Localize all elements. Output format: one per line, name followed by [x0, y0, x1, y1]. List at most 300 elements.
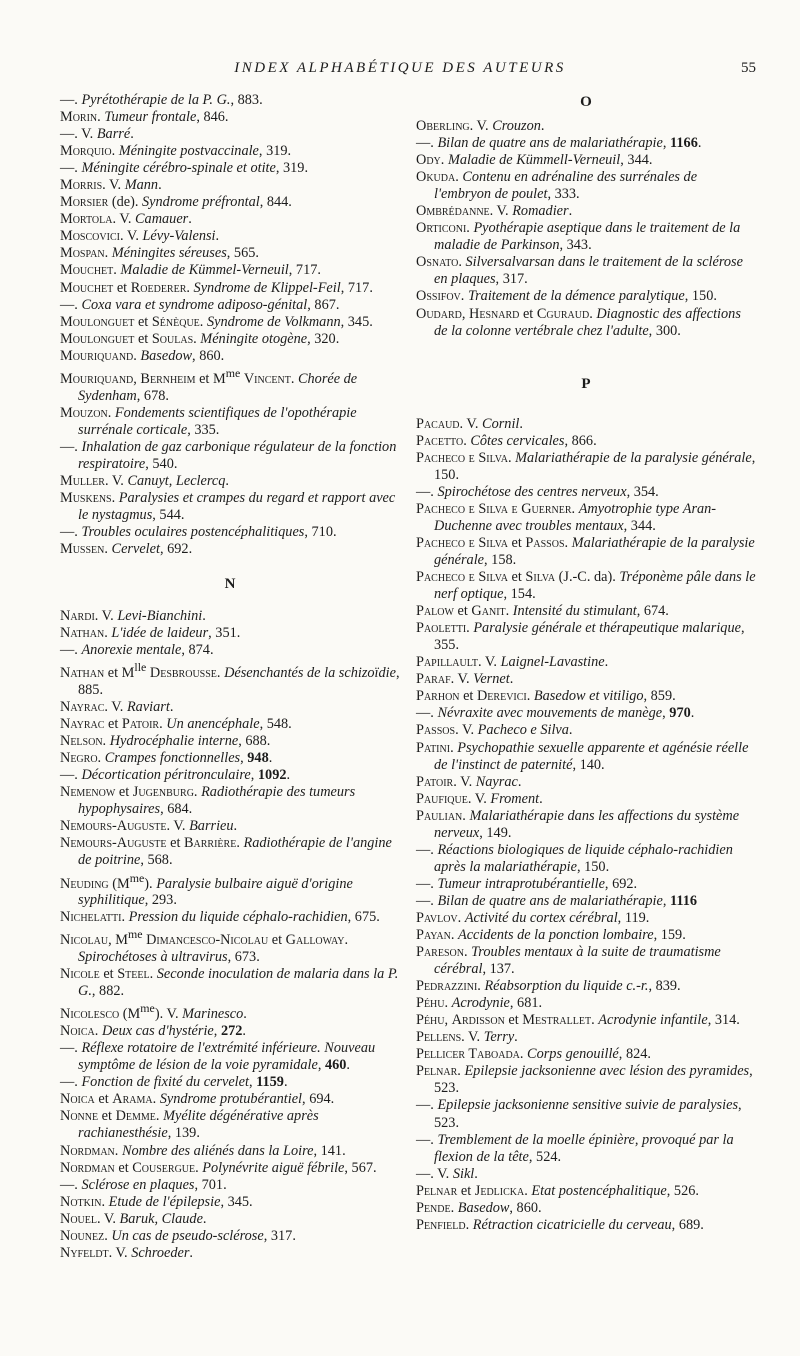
entry-text: me	[129, 870, 145, 885]
entry-text: .	[589, 305, 597, 322]
article-title: Radiothérapie de l'angine de poitrine	[78, 835, 392, 869]
author-name: Mouzon	[60, 404, 108, 421]
author-name: Morris	[60, 177, 103, 194]
article-title: Pyrétothérapie de la P. G.	[81, 92, 231, 108]
entry-text: . V.	[102, 177, 125, 194]
entry-text: . V.	[455, 722, 478, 739]
index-entry	[416, 1217, 756, 1234]
entry-text: .	[242, 1023, 246, 1040]
author-name: Penfield	[416, 1216, 466, 1233]
entry-text: .	[155, 1108, 164, 1125]
author-name: Desbrousse	[149, 664, 217, 681]
article-title: Radiothérapie des tumeurs hypophysaires	[78, 784, 356, 818]
author-name: Patoir	[121, 716, 160, 733]
entry-text: .	[215, 228, 220, 245]
author-name: Nicolau	[60, 932, 109, 949]
author-name: Payan	[416, 927, 451, 944]
entry-text: et	[94, 1091, 113, 1108]
entry-text: . V.	[166, 818, 190, 835]
article-title: Spirochétoses à ultravirus	[78, 949, 228, 966]
index-entry	[60, 767, 400, 784]
article-title: Barrieu	[189, 818, 234, 835]
entry-text: , 333.	[547, 186, 580, 203]
author-name: Dimancesco-Nicolau	[146, 932, 269, 949]
index-entry	[416, 876, 756, 893]
entry-text: .	[539, 790, 543, 807]
page-ref-bold: 970	[669, 705, 691, 722]
author-name: Nordman	[60, 1159, 115, 1176]
entry-text: —.	[416, 1131, 438, 1148]
index-entry	[416, 535, 756, 569]
entry-text: ,	[248, 1074, 257, 1091]
entry-text: —.	[60, 160, 82, 177]
entry-text: .	[540, 118, 545, 134]
entry-text: me	[140, 1001, 155, 1016]
entry-text: , 846.	[196, 109, 229, 126]
entry-text: me	[225, 365, 241, 380]
author-name: Péhu	[416, 995, 445, 1012]
entry-text: ,	[133, 370, 141, 387]
index-entry	[416, 995, 756, 1012]
entry-text: .	[564, 534, 572, 551]
author-name: Muskens	[60, 489, 112, 506]
author-name: Mussen	[60, 540, 105, 557]
page-ref-bold: 1166	[670, 135, 698, 152]
entry-text: , 689.	[671, 1216, 704, 1233]
index-entry	[416, 893, 756, 910]
author-name: Moscovici	[60, 228, 120, 245]
entry-text: , 701.	[194, 1176, 227, 1193]
article-title: Désenchantés de la schizoïdie	[224, 664, 396, 681]
entry-text: .	[286, 767, 291, 784]
index-entry	[60, 439, 400, 473]
entry-text: . V.	[104, 472, 128, 489]
entry-text: , 540.	[145, 455, 178, 472]
entry-text: , 154.	[503, 586, 536, 603]
index-entry	[60, 870, 400, 910]
entry-text: , 688.	[238, 733, 271, 750]
entry-text: .	[159, 716, 167, 733]
article-title: Tumeur intraprotubérantielle	[437, 875, 605, 892]
entry-text: .	[149, 966, 157, 983]
author-name: Pelnar	[416, 1182, 458, 1199]
entry-text: .	[568, 203, 573, 220]
entry-text: . V.	[97, 1210, 120, 1227]
author-name: Moulonguet	[60, 313, 135, 330]
index-entry	[60, 228, 400, 245]
entry-text: , 681.	[509, 995, 543, 1012]
author-name: Paoletti	[416, 620, 467, 637]
author-name: Nathan	[60, 625, 105, 642]
article-title: Syndrome préfrontal	[142, 194, 260, 211]
author-name: Jugenburg	[132, 784, 194, 801]
entry-text: ,	[240, 750, 248, 767]
article-title: Laignel-Lavastine	[500, 654, 605, 671]
index-entry	[416, 1132, 756, 1166]
author-name: Nayrac	[60, 716, 105, 733]
index-entry	[416, 254, 756, 288]
article-title: Tréponème pâle dans le nerf optique	[434, 569, 756, 603]
entry-text: .	[505, 603, 513, 620]
entry-text: .	[152, 1091, 160, 1108]
author-name: Péhu	[416, 1012, 445, 1029]
entry-text: et	[113, 279, 131, 296]
article-title: Polynévrite aiguë fébrile	[202, 1159, 345, 1176]
article-title: Cervelet	[111, 540, 160, 557]
entry-text: .	[102, 733, 110, 750]
entry-text: et	[99, 966, 118, 983]
index-entry	[60, 1023, 400, 1040]
entry-text: , 568.	[140, 852, 173, 869]
entry-text: .	[290, 370, 298, 387]
entry-text: .	[202, 1210, 207, 1227]
index-entry	[416, 1046, 756, 1063]
index-entry	[416, 910, 756, 927]
author-name: Nemours-Auguste	[60, 818, 167, 835]
entry-text: , 523.	[434, 1063, 753, 1097]
entry-text: , 524.	[528, 1148, 562, 1165]
article-title: Fondements scientifiques de l'opothérapie surrénale corticale	[78, 404, 357, 438]
entry-text: , 137.	[482, 961, 515, 978]
index-entry	[60, 92, 400, 109]
entry-text: . V.	[469, 118, 493, 134]
article-title: Réflexe rotatoire de l'extrémité inférieure. Nouveau symptôme de lésion de la voie pyramidale	[78, 1040, 376, 1074]
index-entry	[416, 740, 756, 774]
author-name: Cousergue	[132, 1159, 196, 1176]
author-name: Ganit	[471, 603, 506, 620]
entry-text: .	[450, 927, 458, 944]
entry-text: (M	[119, 1006, 141, 1023]
entry-text: et	[134, 330, 152, 347]
author-name: Pacaud	[416, 415, 460, 432]
article-title: Deux cas d'hystérie	[101, 1023, 214, 1040]
entry-text: .	[477, 978, 485, 995]
entry-text: .	[101, 1193, 109, 1210]
article-title: Epilepsie jacksonienne avec lésion des pyramides	[464, 1063, 750, 1080]
article-title: Un anencéphale	[166, 716, 260, 733]
author-name: Ardisson	[451, 1012, 505, 1029]
article-title: Accidents de la ponction lombaire	[457, 927, 654, 944]
author-name: Nelson	[60, 733, 103, 750]
entry-text: .	[444, 995, 452, 1012]
index-entry	[416, 1063, 756, 1097]
article-title: Canuyt, Leclercq	[127, 472, 226, 489]
index-entry	[416, 944, 756, 978]
entry-text: .	[466, 220, 474, 237]
entry-text: —.	[60, 642, 82, 659]
entry-text: , 859.	[643, 688, 676, 705]
author-name: Oudard	[416, 305, 462, 322]
article-title: Intensité du stimulant	[512, 603, 637, 620]
index-entry	[416, 118, 756, 135]
author-name: Noica	[60, 1023, 95, 1040]
entry-text: , 300.	[648, 322, 681, 339]
entry-text: .	[169, 699, 174, 716]
author-name: Roederer	[130, 279, 187, 296]
entry-text: , 345.	[220, 1193, 253, 1210]
entry-text: —.	[416, 1097, 438, 1114]
entry-text: ,	[317, 1057, 325, 1074]
index-entry	[60, 473, 400, 490]
article-title: Traitement de la démence paralytique	[467, 288, 685, 305]
entry-text: .	[236, 835, 244, 852]
index-entry	[60, 608, 400, 625]
entry-text: , 867.	[307, 296, 340, 313]
entry-text: , 293.	[144, 892, 177, 909]
article-title: Anorexie mentale	[81, 642, 182, 659]
index-entry	[416, 416, 756, 433]
entry-text: , 149.	[479, 824, 512, 841]
index-entry	[60, 733, 400, 750]
entry-text: lle	[134, 660, 147, 675]
article-title: Marinesco	[182, 1006, 244, 1023]
index-entry	[60, 109, 400, 126]
entry-text: .	[111, 143, 119, 160]
entry-text: .	[195, 1159, 203, 1176]
entry-text: et	[459, 688, 477, 705]
entry-text: . V.	[489, 203, 513, 220]
article-title: Acrodynie	[451, 995, 510, 1012]
index-entry	[416, 433, 756, 450]
running-title: INDEX ALPHABÉTIQUE DES AUTEURS	[234, 60, 566, 76]
index-entry	[60, 1211, 400, 1228]
index-entry	[60, 1074, 400, 1091]
index-entry	[416, 220, 756, 254]
article-title: Mann	[124, 177, 159, 194]
author-name: Passos	[416, 722, 456, 739]
author-name: Moulonguet	[60, 330, 135, 347]
index-entry	[60, 160, 400, 177]
entry-text: , 692.	[159, 540, 193, 557]
entry-text: ,	[444, 1012, 452, 1029]
article-title: Pacheco e Silva	[477, 722, 569, 739]
entry-text: .	[346, 1057, 350, 1074]
entry-text: .	[104, 540, 112, 557]
author-name: Pellicer Taboada	[416, 1046, 520, 1063]
entry-text: .	[568, 722, 573, 739]
entry-text: —.	[416, 705, 438, 722]
author-name: Mouchet	[60, 262, 114, 279]
article-title: Pyothérapie aseptique dans le traitement de la maladie de Parkinson	[434, 220, 741, 254]
author-name: Pedrazzini	[416, 978, 478, 995]
article-title: Sikl	[452, 1165, 475, 1182]
index-entry	[60, 314, 400, 331]
entry-text: . V.	[450, 671, 474, 688]
entry-text: . V.	[461, 1029, 484, 1046]
article-title: Maladie de Kümmel-Verneuil	[120, 262, 289, 279]
entry-text: et	[504, 1012, 523, 1029]
entry-text: .	[457, 1063, 465, 1080]
entry-text: —.	[60, 767, 82, 784]
entry-text: .	[130, 126, 134, 143]
entry-text: , 883.	[230, 92, 263, 108]
right-column	[416, 92, 756, 1234]
entry-text: et	[134, 313, 152, 330]
article-title: Bilan de quatre ans de malariathérapie	[437, 135, 663, 152]
entry-text: (M	[108, 875, 130, 892]
article-title: Lévy-Valensi	[142, 228, 216, 245]
entry-text: ,	[250, 767, 258, 784]
author-name: Ombrédanne	[416, 203, 490, 220]
entry-text: .	[463, 944, 472, 961]
index-entry	[416, 288, 756, 305]
entry-text: .	[216, 664, 225, 681]
author-name: Nardi	[60, 608, 95, 625]
entry-text: .	[690, 705, 695, 722]
entry-text: .	[193, 784, 202, 801]
author-name: Ody	[416, 152, 441, 169]
entry-text: , 885.	[78, 664, 400, 698]
entry-text: . V.	[108, 1244, 132, 1261]
page-ref-bold: 1116	[670, 892, 698, 909]
entry-text: et	[114, 1159, 133, 1176]
article-title: Baruk, Claude	[119, 1210, 203, 1227]
entry-text: , 567.	[344, 1159, 377, 1176]
entry-text: , 824.	[618, 1046, 651, 1063]
entry-text: ,	[213, 1023, 221, 1040]
entry-text: —.	[60, 523, 82, 540]
index-entry	[416, 1166, 756, 1183]
index-entry	[60, 365, 400, 405]
author-name: Ossifov	[416, 288, 461, 305]
author-name: Mospan	[60, 245, 105, 262]
article-title: Acrodynie infantile	[598, 1012, 708, 1029]
index-entry	[60, 625, 400, 642]
index-entry	[60, 1160, 400, 1177]
entry-text: et M	[195, 370, 226, 387]
index-entry	[416, 842, 756, 876]
entry-text: , 119.	[617, 909, 650, 926]
entry-text: .	[571, 500, 579, 517]
entry-text: et	[98, 1108, 116, 1125]
entry-text: , 710.	[304, 523, 337, 540]
author-name: Pavlov	[416, 909, 458, 926]
author-name: Nouel	[60, 1210, 97, 1227]
entry-text: —.	[60, 438, 82, 455]
entry-text: .	[463, 432, 471, 449]
article-title: Malariathérapie dans les affections du système nerveux	[434, 807, 740, 841]
author-name: Notkin	[60, 1193, 102, 1210]
author-name: Mestrallet	[522, 1012, 592, 1029]
entry-text: , 344.	[623, 517, 656, 534]
entry-text: .	[233, 818, 238, 835]
author-name: Hesnard	[469, 305, 520, 322]
article-title: Basedow	[457, 1199, 510, 1216]
index-entry	[416, 722, 756, 739]
entry-text: —. V.	[60, 126, 97, 143]
entry-text: .	[591, 1012, 599, 1029]
article-title: Troubles mentaux à la suite de traumatisme cérébral	[434, 944, 721, 978]
entry-text: , 141.	[313, 1142, 346, 1159]
entry-text: , 354.	[626, 483, 659, 500]
author-name: Muller	[60, 472, 105, 489]
entry-text: . V.	[478, 654, 501, 671]
index-entry	[60, 1245, 400, 1262]
entry-text: .	[509, 671, 514, 688]
index-entry	[60, 262, 400, 279]
index-entry	[60, 966, 400, 1000]
entry-text: . V.	[453, 773, 476, 790]
entry-text: . V.	[119, 228, 143, 245]
index-entry	[416, 169, 756, 203]
entry-text: , 844.	[259, 194, 292, 211]
entry-text: , 692.	[604, 875, 638, 892]
entry-text: , 335.	[187, 421, 220, 438]
entry-text: .	[225, 472, 229, 489]
entry-text: .	[450, 1199, 458, 1216]
author-name: Mouchet	[60, 279, 114, 296]
author-name: Palow	[416, 603, 454, 620]
entry-text: , 565.	[226, 245, 259, 262]
index-entry	[60, 1091, 400, 1108]
index-entry	[60, 524, 400, 541]
entry-text: .	[457, 909, 465, 926]
index-entry	[60, 405, 400, 439]
entry-text: .	[519, 415, 523, 432]
article-title: Tumeur frontale	[104, 109, 197, 126]
entry-text: , 317.	[495, 271, 528, 288]
entry-text: .	[199, 313, 207, 330]
author-name: Nayrac	[60, 699, 105, 716]
article-title: Crampes fonctionnelles	[104, 750, 241, 767]
entry-text: .	[519, 1046, 528, 1063]
page-ref-bold: 1159	[256, 1074, 284, 1091]
index-entry	[60, 194, 400, 211]
entry-text: (J.-C. da).	[555, 569, 620, 586]
entry-text: .	[111, 489, 119, 506]
author-name: Morsier	[60, 194, 109, 211]
entry-text: .	[202, 608, 206, 625]
author-name: Pelnar	[416, 1063, 458, 1080]
entry-text: .	[604, 654, 609, 671]
author-name: Vincent	[243, 370, 291, 387]
author-name: Neuding	[60, 875, 109, 892]
article-title: Un cas de pseudo-sclérose	[111, 1227, 264, 1244]
article-title: Romadier	[512, 203, 569, 220]
author-name: Pellens	[416, 1029, 462, 1046]
entry-text: me	[127, 927, 143, 942]
entry-text: et	[268, 932, 286, 949]
author-name: Derevici	[476, 688, 527, 705]
author-name: Nemours-Auguste	[60, 835, 167, 852]
entry-text: , 317.	[263, 1227, 296, 1244]
entry-text: , 860.	[509, 1199, 542, 1216]
article-title: Méningite postvaccinale	[118, 143, 259, 160]
entry-text: , 548.	[259, 716, 292, 733]
entry-text: .	[158, 177, 162, 194]
article-title: Inhalation de gaz carbonique régulateur de la fonction respiratoire	[78, 438, 397, 472]
index-entry	[416, 203, 756, 220]
index-entry	[60, 490, 400, 524]
entry-text: , 544.	[152, 506, 185, 523]
entry-text: et	[519, 305, 537, 322]
author-name: Pacetto	[416, 432, 464, 449]
article-title: Nayrac	[475, 773, 518, 790]
author-name: Noica	[60, 1091, 95, 1108]
entry-text: , 717.	[340, 279, 373, 296]
article-title: Raviart	[126, 699, 170, 716]
entry-text: , 320.	[307, 330, 340, 347]
author-name: Patini	[416, 739, 451, 756]
entry-text: .	[268, 750, 273, 767]
entry-text: .	[455, 169, 463, 186]
entry-text: .	[243, 1006, 247, 1023]
page-ref-bold: 272	[220, 1023, 243, 1040]
entry-text: , 678.	[136, 387, 169, 404]
author-name: Morin	[60, 109, 98, 126]
index-entry	[416, 705, 756, 722]
entry-text: , 673.	[227, 949, 260, 966]
